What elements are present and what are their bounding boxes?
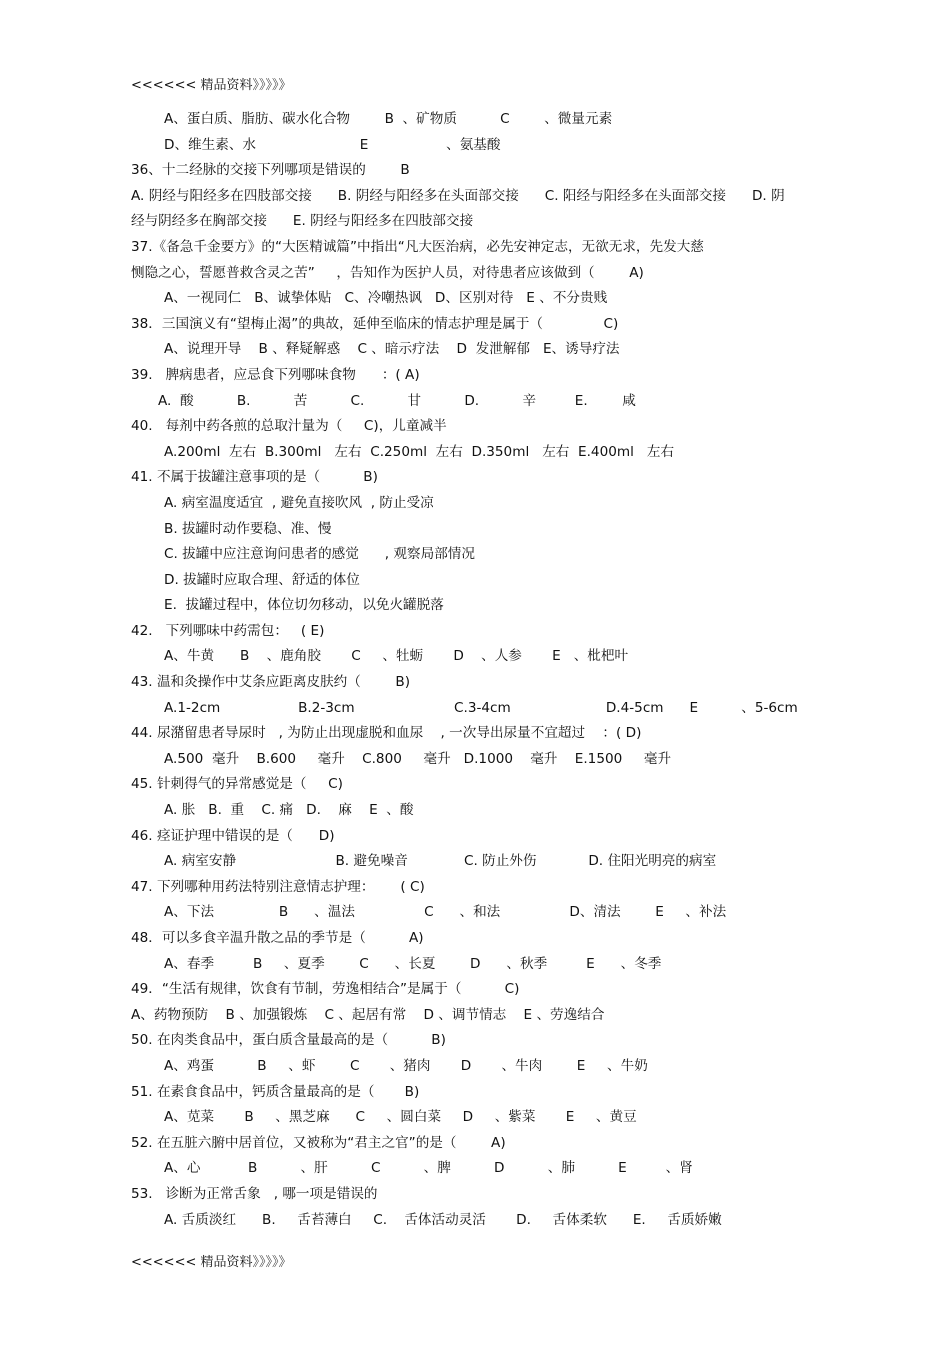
option-line: A. 胀 B. 重 C. 痛 D. 麻 E 、酸 — [164, 802, 414, 819]
page-footer: <<<<<< 精品资料》》》》》 — [131, 1255, 292, 1270]
option-line: A、下法 B 、温法 C 、和法 D、清法 E 、补法 — [164, 904, 727, 921]
question-line: 46. 痉证护理中错误的是（ D) — [131, 827, 335, 844]
option-line: A、一视同仁 B、诚挚体贴 C、冷嘲热讽 D、区别对待 E 、不分贵贱 — [164, 290, 608, 307]
option-line: A. 病室温度适宜 , 避免直接吹风 , 防止受凉 — [164, 494, 434, 511]
option-line: D、维生素、水 E 、氨基酸 — [164, 136, 501, 153]
question-line: 48．可以多食辛温升散之品的季节是（ A) — [131, 930, 424, 946]
option-line: E. 拔罐过程中，体位切勿移动，以免火罐脱落 — [164, 597, 444, 614]
option-line: A、鸡蛋 B 、虾 C 、猪肉 D 、牛肉 E 、牛奶 — [164, 1057, 648, 1074]
option-line: A、春季 B 、夏季 C 、长夏 D 、秋季 E 、冬季 — [164, 955, 662, 972]
question-line: 40. 每剂中药各煎的总取汁量为（ C)，儿童减半 — [131, 418, 447, 435]
question-line: 47. 下列哪种用药法特别注意情志护理： ( C) — [131, 878, 425, 895]
question-line: 经与阴经多在胸部交接 E. 阴经与阳经多在四肢部交接 — [131, 213, 474, 230]
question-line: 39. 脾病患者，应忌食下列哪味食物 ：( A) — [131, 366, 420, 383]
question-line: 36、十二经脉的交接下列哪项是错误的 B — [131, 162, 410, 179]
question-line: 45. 针刺得气的异常感觉是（ C) — [131, 776, 343, 793]
option-line: A. 舌质淡红 B. 舌苔薄白 C. 舌体活动灵活 D. 舌体柔软 E. 舌质娇嫩 — [164, 1211, 722, 1228]
option-line: A. 酸 B. 苦 C. 甘 D. 辛 E. 咸 — [158, 392, 636, 409]
option-line: A、牛黄 B 、鹿角胶 C 、牡蛎 D 、人参 E 、枇杷叶 — [164, 648, 629, 665]
option-line: A.200ml 左右 B.300ml 左右 C.250ml 左右 D.350ml 左右 E.400ml 左右 — [164, 443, 675, 460]
question-line: 41. 不属于拔罐注意事项的是（ B) — [131, 469, 378, 486]
option-line: A.1-2cm B.2-3cm C.3-4cm D.4-5cm E 、5-6cm — [164, 699, 798, 716]
option-line: B. 拔罐时动作要稳、准、慢 — [164, 520, 332, 537]
document-body — [0, 107, 950, 1233]
question-line: 53. 诊断为正常舌象 , 哪一项是错误的 — [131, 1185, 378, 1202]
question-line: A. 阴经与阳经多在四肢部交接 B. 阴经与阳经多在头面部交接 C. 阳经与阳经多在头面部交接 D. 阴 — [131, 187, 785, 204]
option-line: C. 拔罐中应注意询问患者的感觉 , 观察局部情况 — [164, 546, 475, 563]
option-line: A.500 毫升 B.600 毫升 C.800 毫升 D.1000 毫升 E.1500 毫升 — [164, 750, 672, 767]
question-line: A、药物预防 B 、加强锻炼 C 、起居有常 D 、调节情志 E 、劳逸结合 — [131, 1006, 605, 1023]
option-line: D. 拔罐时应取合理、舒适的体位 — [164, 571, 360, 588]
question-line: 42. 下列哪味中药需包： ( E) — [131, 622, 325, 639]
page-header: <<<<<< 精品资料》》》》》 — [131, 78, 292, 93]
question-line: 44. 尿潴留患者导尿时 , 为防止出现虚脱和血尿 , 一次导出尿量不宜超过 ：( D) — [131, 725, 642, 742]
option-line: A、苋菜 B 、黑芝麻 C 、圆白菜 D 、紫菜 E 、黄豆 — [164, 1109, 637, 1126]
question-line: 恻隐之心，誓愿普救含灵之苦” ，告知作为医护人员，对待患者应该做到（ A) — [131, 264, 644, 281]
option-line: A、说理开导 B 、释疑解惑 C 、暗示疗法 D 发泄解郁 E、诱导疗法 — [164, 341, 620, 358]
question-line: 50. 在肉类食品中，蛋白质含量最高的是（ B) — [131, 1032, 446, 1049]
question-line: 38．三国演义有“望梅止渴”的典故，延伸至临床的情志护理是属于（ C) — [131, 315, 619, 332]
option-line: A、蛋白质、脂肪、碳水化合物 B 、矿物质 C 、微量元素 — [164, 111, 613, 127]
question-line: 52. 在五脏六腑中居首位，又被称为“君主之官”的是（ A) — [131, 1134, 506, 1151]
question-line: 37.《备急千金要方》的“大医精诚篇”中指出“凡大医治病，必先安神定志，无欲无求，先发大慈 — [131, 238, 704, 255]
question-line: 43. 温和灸操作中艾条应距离皮肤约（ B) — [131, 674, 411, 691]
question-line: 51. 在素食食品中，钙质含量最高的是（ B) — [131, 1083, 420, 1100]
option-line: A、心 B 、肝 C 、脾 D 、肺 E 、肾 — [164, 1160, 693, 1177]
option-line: A. 病室安静 B. 避免噪音 C. 防止外伤 D. 住阳光明亮的病室 — [164, 853, 717, 870]
question-line: 49．“生活有规律，饮食有节制，劳逸相结合”是属于（ C) — [131, 981, 520, 998]
